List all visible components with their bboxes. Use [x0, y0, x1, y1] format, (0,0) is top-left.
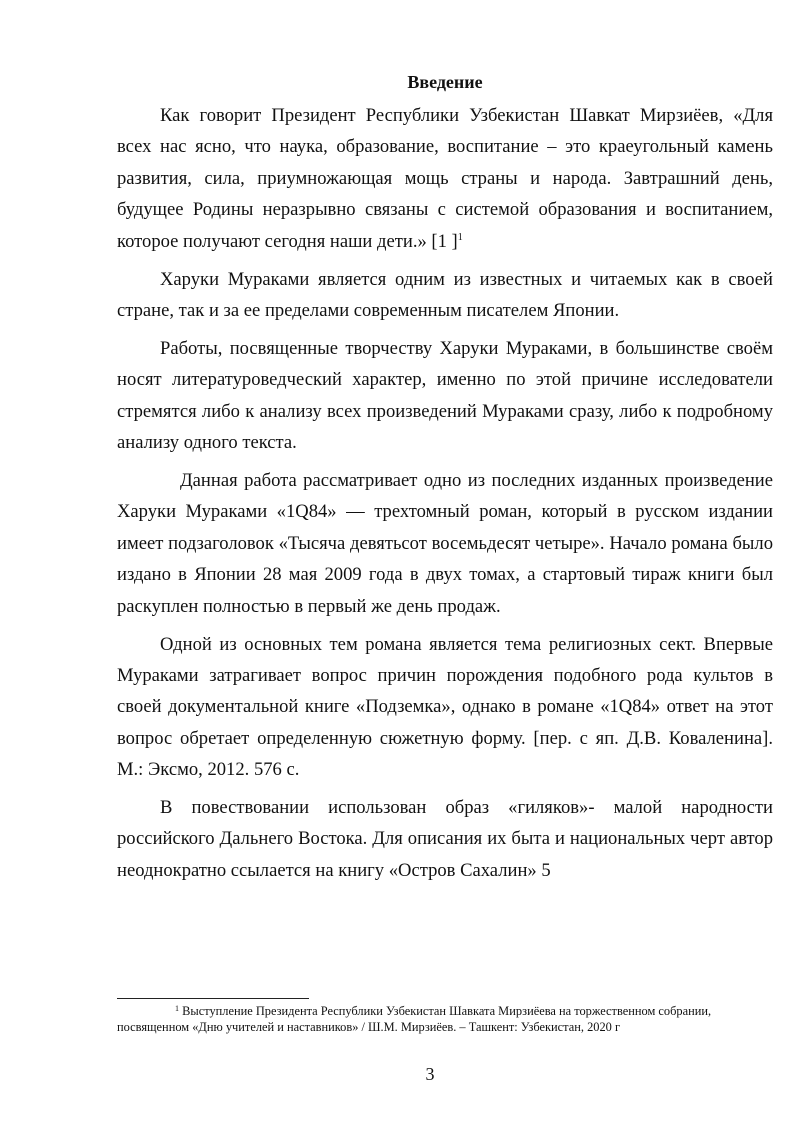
- paragraph-2: Харуки Мураками является одним из известных и читаемых как в своей стране, так и за ее пределами современным писателем Японии.: [117, 268, 773, 321]
- paragraph-5: Одной из основных тем романа является тема религиозных сект. Впервые Мураками затрагивает вопрос причин порождения подобного рода культов в своей документальной книге «Подземка», однако в романе «1Q84» ответ на этот вопрос обретает определенную сюжетную форму. [пер. с яп. Д.В. Коваленина]. М.: Эксмо, 2012. 576 с.: [117, 633, 773, 781]
- footnote-separator: [117, 998, 309, 999]
- page-title: Введение: [407, 72, 483, 92]
- paragraph-1-text: Как говорит Президент Республики Узбекистан Шавкат Мирзиёев, «Для всех нас ясно, что наука, образование, воспитание – это краеугольный камень развития, сила, приумножающая мощь страны и народа. Завтрашний день, будущее Родины неразрывно связаны с системой образования и воспитанием, которое получают сегодня наши дети.» [1 ]: [117, 105, 773, 252]
- document-body: [117, 100, 773, 893]
- paragraph-1: [117, 100, 773, 257]
- paragraph-4: Данная работа рассматривает одно из последних изданных произведение Харуки Мураками «1Q84» — трехтомный роман, который в русском издании имеет подзаголовок «Тысяча девятьсот восемьдесят четыре». Начало романа было издано в Японии 28 мая 2009 года в двух томах, а стартовый тираж книги был раскуплен полностью в первый же день продаж.: [117, 469, 773, 617]
- paragraph-6: В повествовании использован образ «гиляков»- малой народности российского Дальнего Востока. Для описания их быта и национальных черт автор неоднократно ссылается на книгу «Остров Сахалин» 5: [117, 797, 773, 881]
- page-number: 3: [425, 1064, 435, 1084]
- footnote-text: Выступление Президента Республики Узбекистан Шавката Мирзиёева на торжественном собрании, посвященном «Дню учителей и наставников» / Ш.М. Мирзиёев. – Ташкент: Узбекистан, 2020 г: [117, 1004, 712, 1034]
- footnote-reference[interactable]: 1: [457, 231, 463, 243]
- footnote: [117, 1004, 717, 1036]
- footnote-marker: 1: [175, 1004, 179, 1013]
- paragraph-3: Работы, посвященные творчеству Харуки Мураками, в большинстве своём носят литературоведческий характер, именно по этой причине исследователи стремятся либо к анализу всех произведений Мураками сразу, либо к подробному анализу одного текста.: [117, 337, 773, 454]
